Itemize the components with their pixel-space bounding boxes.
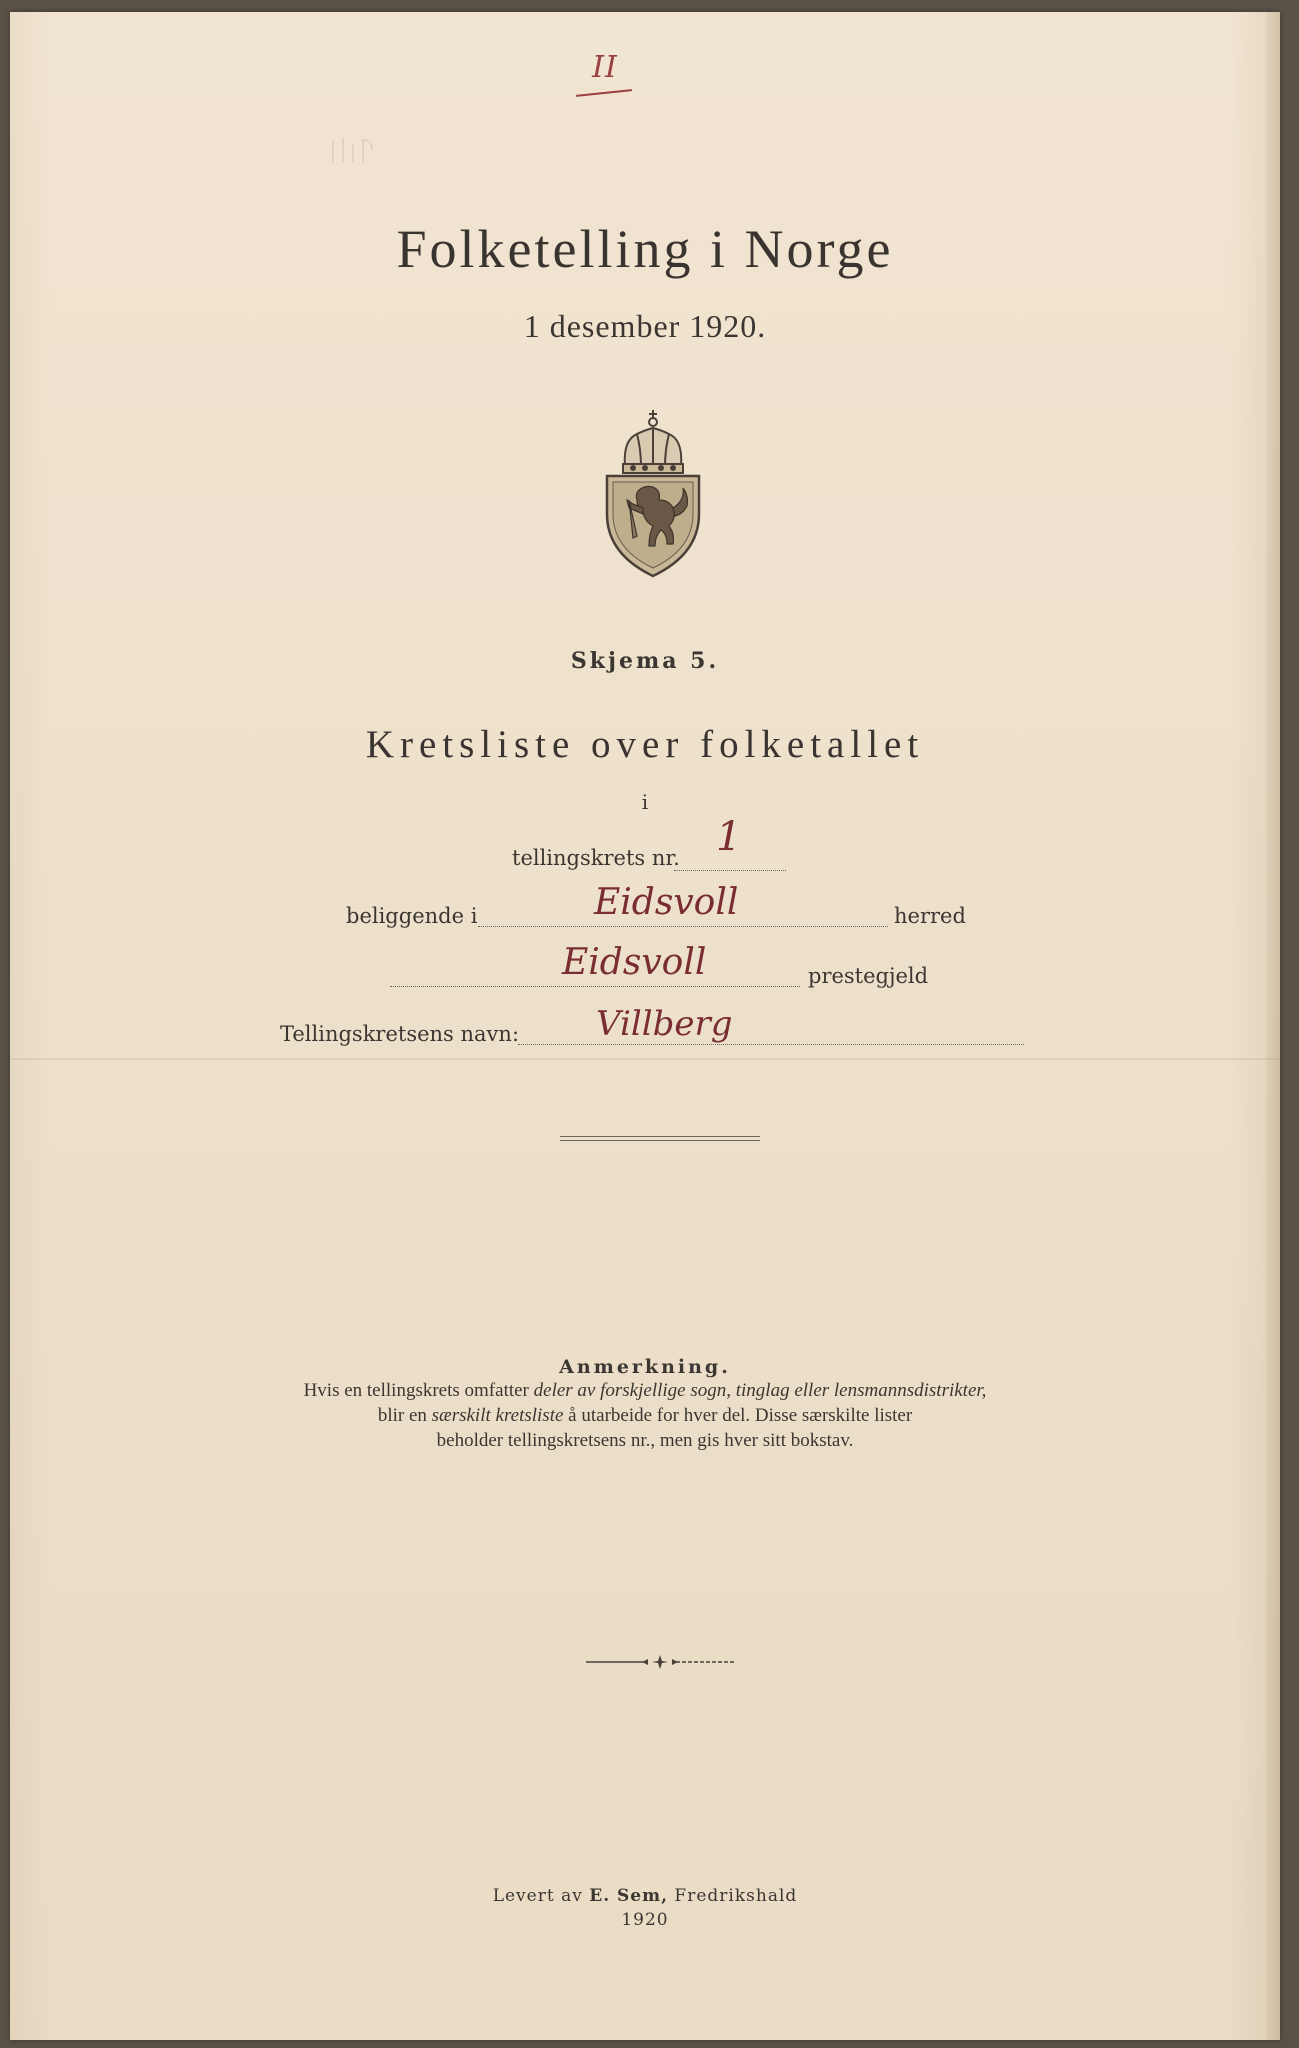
divider-rule-bottom [560, 1140, 760, 1141]
note-title: Anmerkning. [559, 1356, 731, 1378]
prestegjeld-label: prestegjeld [808, 964, 929, 988]
note-line-1-text: Hvis en tellingskrets omfatter [303, 1380, 534, 1401]
note-line-2-emphasis: særskilt kretsliste [431, 1405, 564, 1426]
census-date: 1 desember 1920. [523, 308, 767, 344]
krets-number-label: tellingskrets nr. [512, 846, 680, 870]
printer-year: 1920 [621, 1910, 669, 1930]
krets-name-line [518, 1044, 1024, 1045]
fold-line [10, 1058, 1280, 1060]
form-heading: Kretsliste over folketallet [365, 723, 925, 766]
census-form-sheet [10, 12, 1280, 2040]
note-line-2-text-a: blir en [377, 1405, 432, 1426]
connector-word: i [641, 790, 649, 814]
printer-prefix: Levert av [492, 1886, 590, 1906]
note-line-1-emphasis: deler av forskjellige sogn, tinglag eller lensmannsdistrikter, [533, 1380, 987, 1401]
beliggende-line [478, 926, 888, 927]
norwegian-coat-of-arms-icon [603, 404, 703, 579]
note-line-3: beholder tellingskretsens nr., men gis hver sitt bokstav. [436, 1430, 854, 1451]
roman-numeral-underline [576, 89, 632, 97]
roman-numeral-text: II [592, 50, 618, 85]
divider-rule-top [560, 1136, 760, 1137]
note-line-1 [10, 1380, 1280, 1402]
note-line-2 [10, 1405, 1280, 1427]
note-line-2-text-b: å utarbeide for hver del. Disse særskilte lister [563, 1405, 913, 1426]
printer-place: Fredrikshald [668, 1886, 798, 1906]
ornament-divider-icon [584, 1652, 736, 1672]
printer-name: E. Sem, [589, 1886, 669, 1906]
roman-numeral-annotation [570, 50, 640, 88]
schema-label: Skjema 5. [570, 648, 720, 674]
krets-number-value: 1 [716, 814, 742, 860]
beliggende-label: beliggende i [346, 904, 478, 928]
prestegjeld-value: Eidsvoll [562, 942, 707, 983]
faint-stamp-mark [328, 134, 378, 166]
page-title: Folketelling i Norge [396, 219, 894, 279]
krets-name-label: Tellingskretsens navn: [280, 1022, 520, 1046]
krets-number-line [674, 870, 786, 871]
herred-label: herred [894, 904, 966, 928]
prestegjeld-line [390, 986, 800, 987]
krets-name-value: Villberg [596, 1004, 733, 1044]
printer-credit [10, 1886, 1280, 1906]
beliggende-value: Eidsvoll [594, 882, 739, 923]
